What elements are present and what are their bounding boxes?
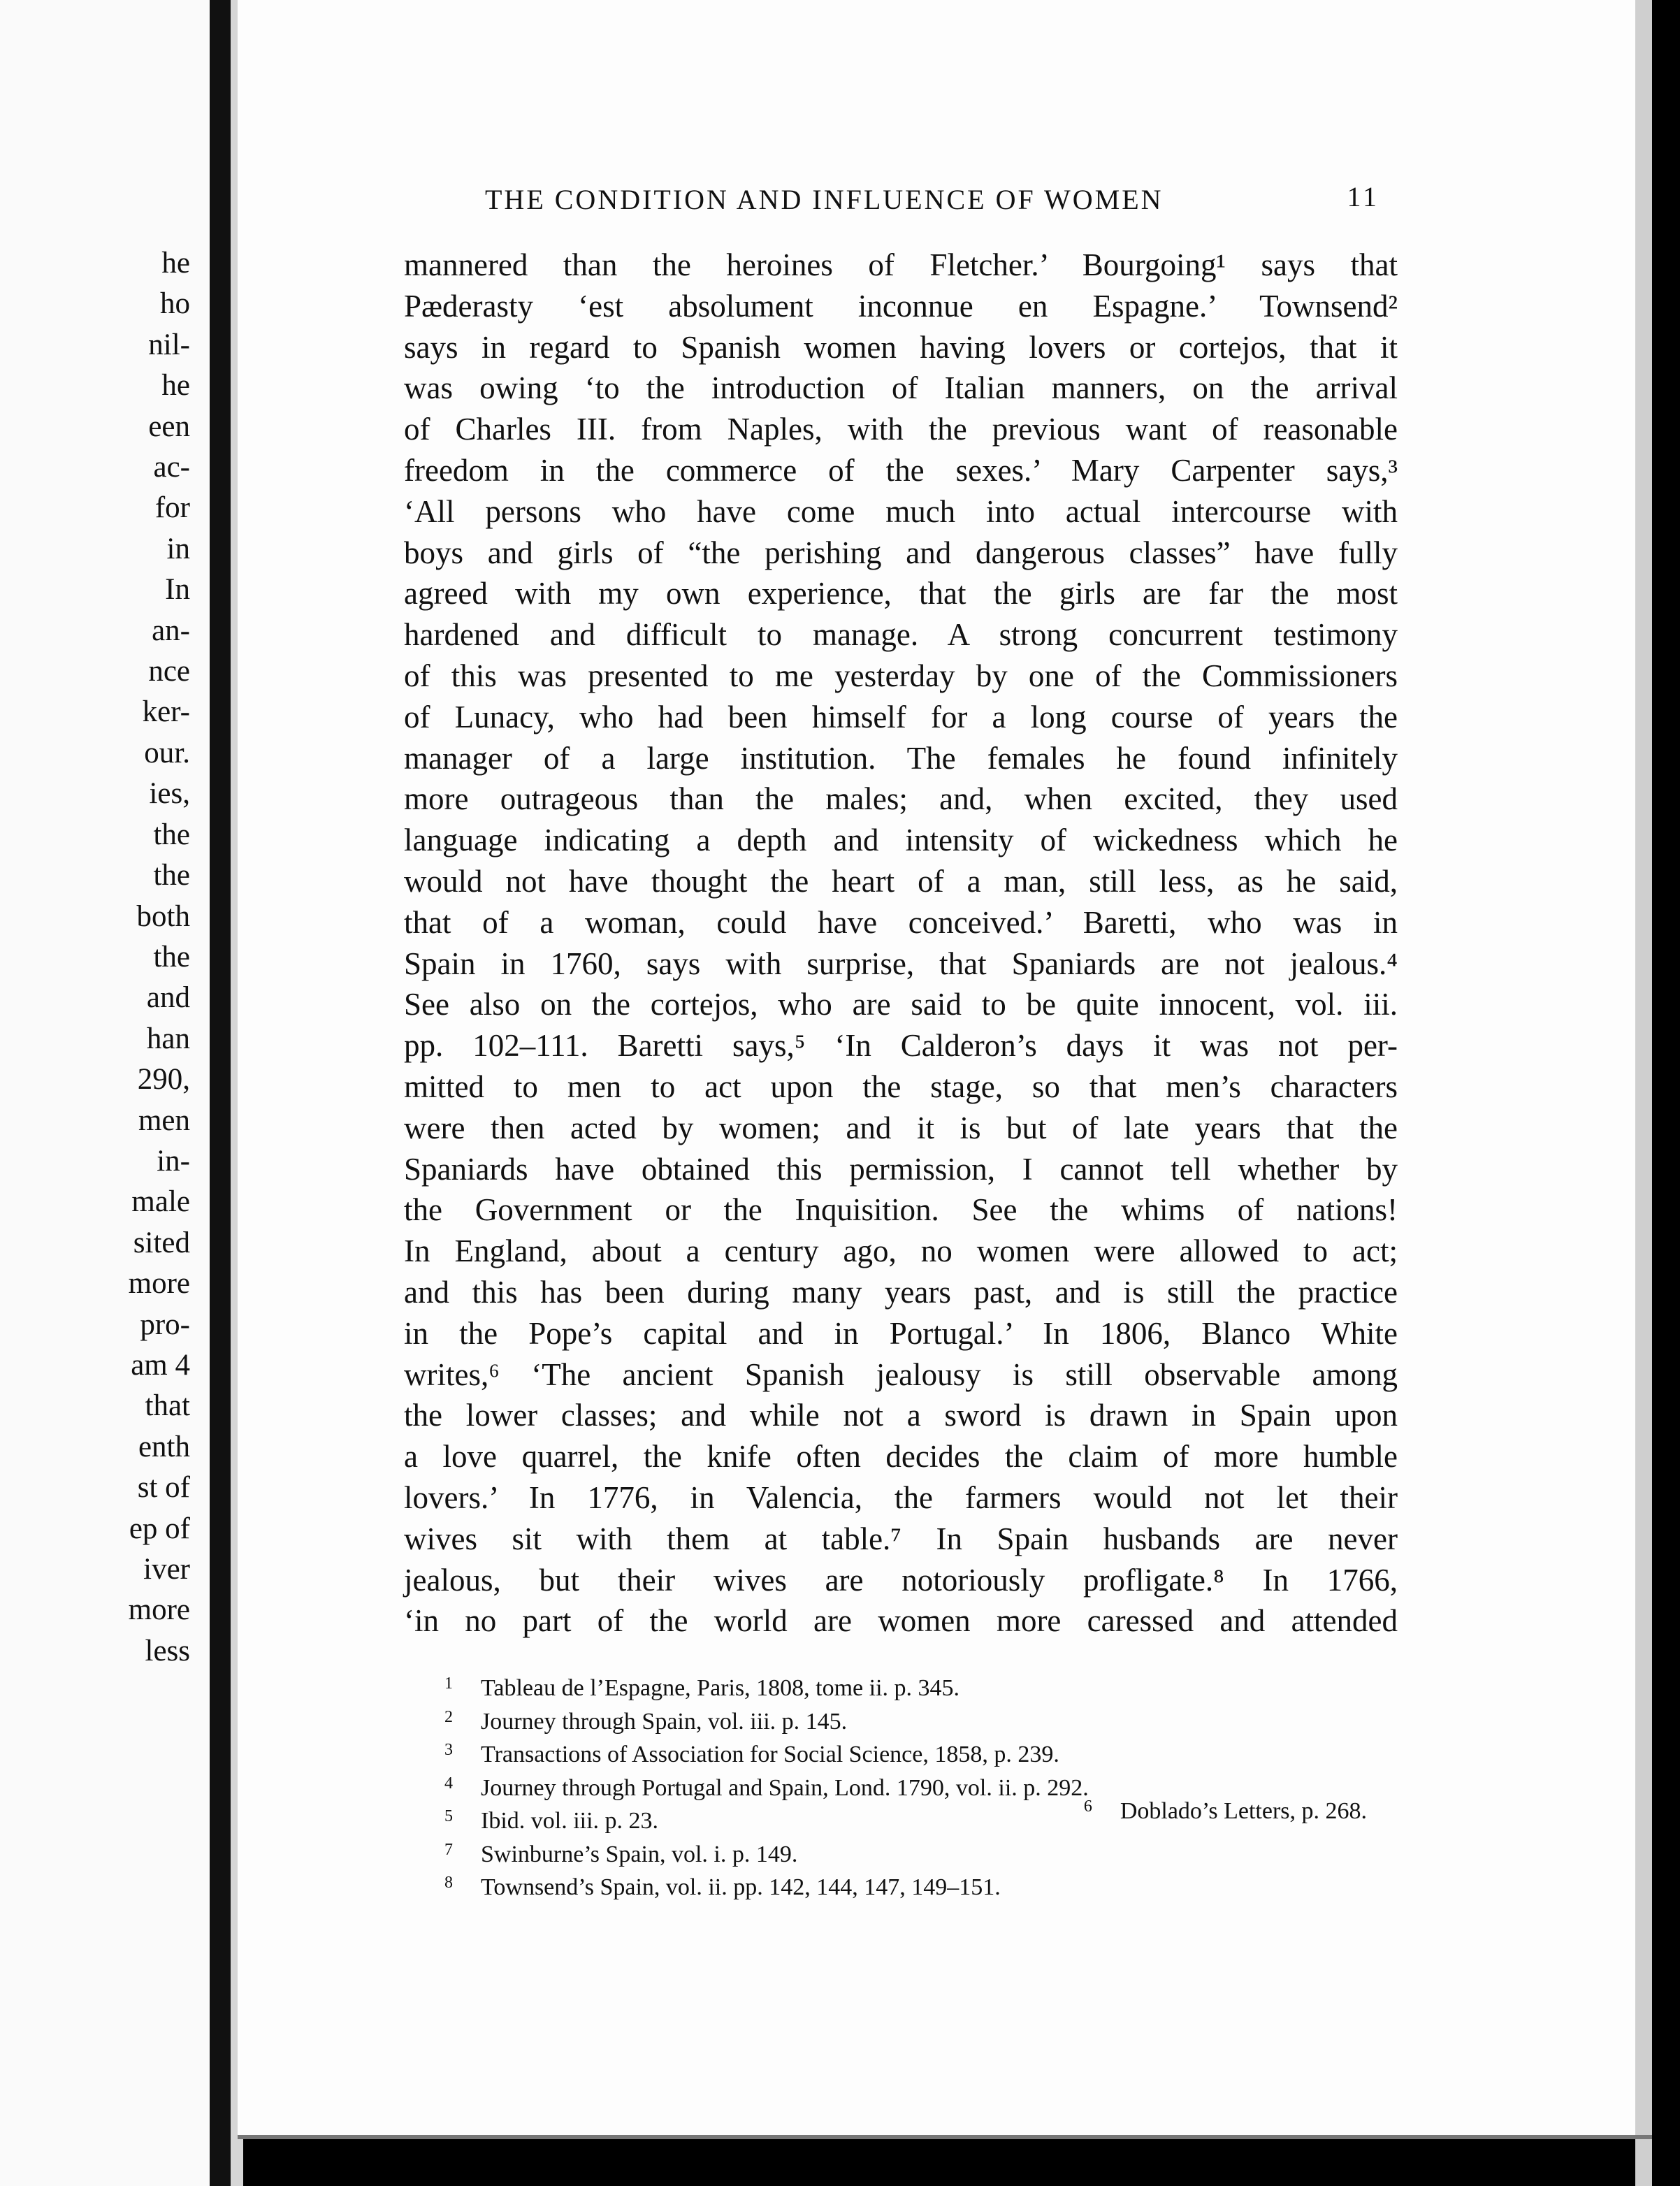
left-fragment: ep of <box>129 1512 190 1545</box>
footnote-text: Journey through Spain, vol. iii. p. 145. <box>481 1708 848 1735</box>
footnote-right <box>1084 1790 1367 1828</box>
body-line: was owing ‘to the introduction of Italian manners, on the arrival <box>404 370 1398 406</box>
body-line: the Government or the Inquisition. See the whims of nations! <box>404 1192 1398 1228</box>
body-line: were then acted by women; and it is but of late years that the <box>404 1110 1398 1145</box>
footnote-marker: 3 <box>444 1741 453 1759</box>
body-line: Spaniards have obtained this permission, I cannot tell whether by <box>404 1151 1398 1187</box>
footnote-text: Transactions of Association for Social Science, 1858, p. 239. <box>481 1742 1059 1767</box>
footnote-marker: 2 <box>444 1707 453 1726</box>
left-fragment: both <box>136 899 190 933</box>
left-fragment: pro- <box>140 1308 190 1341</box>
body-line: See also on the cortejos, who are said to be quite innocent, vol. iii. <box>404 987 1398 1022</box>
footnote-text: Townsend’s Spain, vol. ii. pp. 142, 144, 147, 149–151. <box>481 1874 1001 1900</box>
footnote-text: Doblado’s Letters, p. 268. <box>1120 1798 1367 1824</box>
body-line: more outrageous than the males; and, when excited, they used <box>404 781 1398 817</box>
footnote-text: Journey through Portugal and Spain, Lond. 1790, vol. ii. p. 292. <box>481 1774 1089 1801</box>
body-line: agreed with my own experience, that the girls are far the most <box>404 576 1398 611</box>
body-line: lovers.’ In 1776, in Valencia, the farmers would not let their <box>404 1479 1398 1515</box>
body-line: of Lunacy, who had been himself for a long course of years the <box>404 699 1398 734</box>
left-fragment: am 4 <box>131 1348 190 1382</box>
left-fragment: nce <box>148 655 190 688</box>
left-fragment: iver <box>143 1553 190 1586</box>
body-line: boys and girls of “the perishing and dangerous classes” have fully <box>404 535 1398 570</box>
footnote <box>444 1867 1374 1900</box>
book-gutter <box>210 0 231 2186</box>
body-line: Spain in 1760, says with surprise, that Spaniards are not jealous.⁴ <box>404 946 1398 981</box>
footnote-text: Ibid. vol. iii. p. 23. <box>481 1808 659 1834</box>
body-line: jealous, but their wives are notoriously profligate.⁸ In 1766, <box>404 1562 1398 1598</box>
page-bottom-edge <box>238 2135 1652 2139</box>
page-number: 11 <box>1347 181 1380 212</box>
running-title: THE CONDITION AND INFLUENCE OF WOMEN <box>485 184 1164 215</box>
left-fragment: he <box>161 369 190 403</box>
footnotes <box>444 1667 1374 1900</box>
left-fragment: men <box>138 1103 190 1137</box>
left-fragment: less <box>145 1634 190 1667</box>
body-line: writes,⁶ ‘The ancient Spanish jealousy is still observable among <box>404 1356 1398 1392</box>
body-line: hardened and difficult to manage. A strong concurrent testimony <box>404 617 1398 653</box>
left-fragment: han <box>146 1022 190 1055</box>
left-fragment: ac- <box>153 451 190 484</box>
footnote-marker: 7 <box>444 1840 453 1859</box>
left-fragment: 290, <box>137 1063 190 1096</box>
body-line: ‘All persons who have come much into actual intercourse with <box>404 493 1398 529</box>
left-page <box>0 0 210 2186</box>
left-fragment: ho <box>160 287 190 321</box>
left-fragment: in- <box>157 1144 190 1178</box>
body-line: in the Pope’s capital and in Portugal.’ In 1806, Blanco White <box>404 1315 1398 1351</box>
running-head <box>485 183 1380 225</box>
left-fragment: een <box>148 410 190 443</box>
page-edge <box>1635 0 1652 2186</box>
footnote-marker: 4 <box>444 1774 453 1793</box>
footnote <box>444 1701 1374 1735</box>
body-line: the lower classes; and while not a sword is drawn in Spain upon <box>404 1398 1398 1433</box>
left-fragment: male <box>131 1185 190 1219</box>
left-fragment: our. <box>144 736 190 769</box>
body-line: Pæderasty ‘est absolument inconnue en Espagne.’ Townsend² <box>404 288 1398 324</box>
body-line: manager of a large institution. The females he found infinitely <box>404 740 1398 776</box>
body-line: mitted to men to act upon the stage, so that men’s characters <box>404 1069 1398 1104</box>
body-line: and this has been during many years past, and is still the practice <box>404 1274 1398 1310</box>
footnote-marker: 8 <box>444 1874 453 1892</box>
body-line: that of a woman, could have conceived.’ Baretti, who was in <box>404 904 1398 940</box>
left-fragment: in <box>166 532 190 565</box>
left-fragment: sited <box>133 1226 190 1259</box>
body-line: mannered than the heroines of Fletcher.’ Bourgoing¹ says that <box>404 247 1398 282</box>
left-fragment: enth <box>138 1430 190 1463</box>
body-line: wives sit with them at table.⁷ In Spain husbands are never <box>404 1521 1398 1556</box>
left-fragment: and <box>146 981 190 1015</box>
footnote <box>444 1834 1374 1867</box>
left-fragment: the <box>153 818 190 851</box>
footnote <box>444 1734 1374 1767</box>
left-page-fragments <box>22 243 190 1672</box>
left-fragment: the <box>153 859 190 892</box>
body-line: a love quarrel, the knife often decides the claim of more humble <box>404 1439 1398 1475</box>
body-line: language indicating a depth and intensity of wickedness which he <box>404 823 1398 858</box>
body-line: ‘in no part of the world are women more caressed and attended <box>404 1603 1398 1639</box>
left-fragment: more <box>128 1593 190 1627</box>
left-fragment: In <box>165 573 190 607</box>
left-fragment: he <box>161 247 190 280</box>
body-line: In England, about a century ago, no women were allowed to act; <box>404 1233 1398 1269</box>
body-line: freedom in the commerce of the sexes.’ Mary Carpenter says,³ <box>404 452 1398 488</box>
left-fragment: ies, <box>149 777 190 811</box>
body-text <box>404 245 1398 1642</box>
body-line: of this was presented to me yesterday by one of the Commissioners <box>404 658 1398 693</box>
body-line: pp. 102–111. Baretti says,⁵ ‘In Calderon’s days it was not per- <box>404 1028 1398 1064</box>
body-line: would not have thought the heart of a man, still less, as he said, <box>404 863 1398 899</box>
left-fragment: more <box>128 1267 190 1301</box>
body-line: of Charles III. from Naples, with the previous want of reasonable <box>404 412 1398 447</box>
left-fragment: the <box>153 940 190 973</box>
footnote-text: Tableau de l’Espagne, Paris, 1808, tome ii. p. 345. <box>481 1675 960 1701</box>
footnote <box>444 1797 1374 1834</box>
left-fragment: an- <box>152 614 190 647</box>
left-fragment: st of <box>137 1471 190 1505</box>
left-fragment: ker- <box>142 695 190 729</box>
footnote-marker: 5 <box>444 1807 453 1825</box>
footnote <box>444 1667 1374 1701</box>
left-fragment: for <box>154 491 190 525</box>
footnote-marker: 6 <box>1083 1797 1092 1816</box>
left-fragment: nil- <box>148 328 190 361</box>
left-fragment: that <box>145 1389 190 1423</box>
body-line: says in regard to Spanish women having lovers or cortejos, that it <box>404 329 1398 365</box>
footnote-marker: 1 <box>444 1674 453 1693</box>
footnote-text: Swinburne’s Spain, vol. i. p. 149. <box>481 1841 798 1867</box>
